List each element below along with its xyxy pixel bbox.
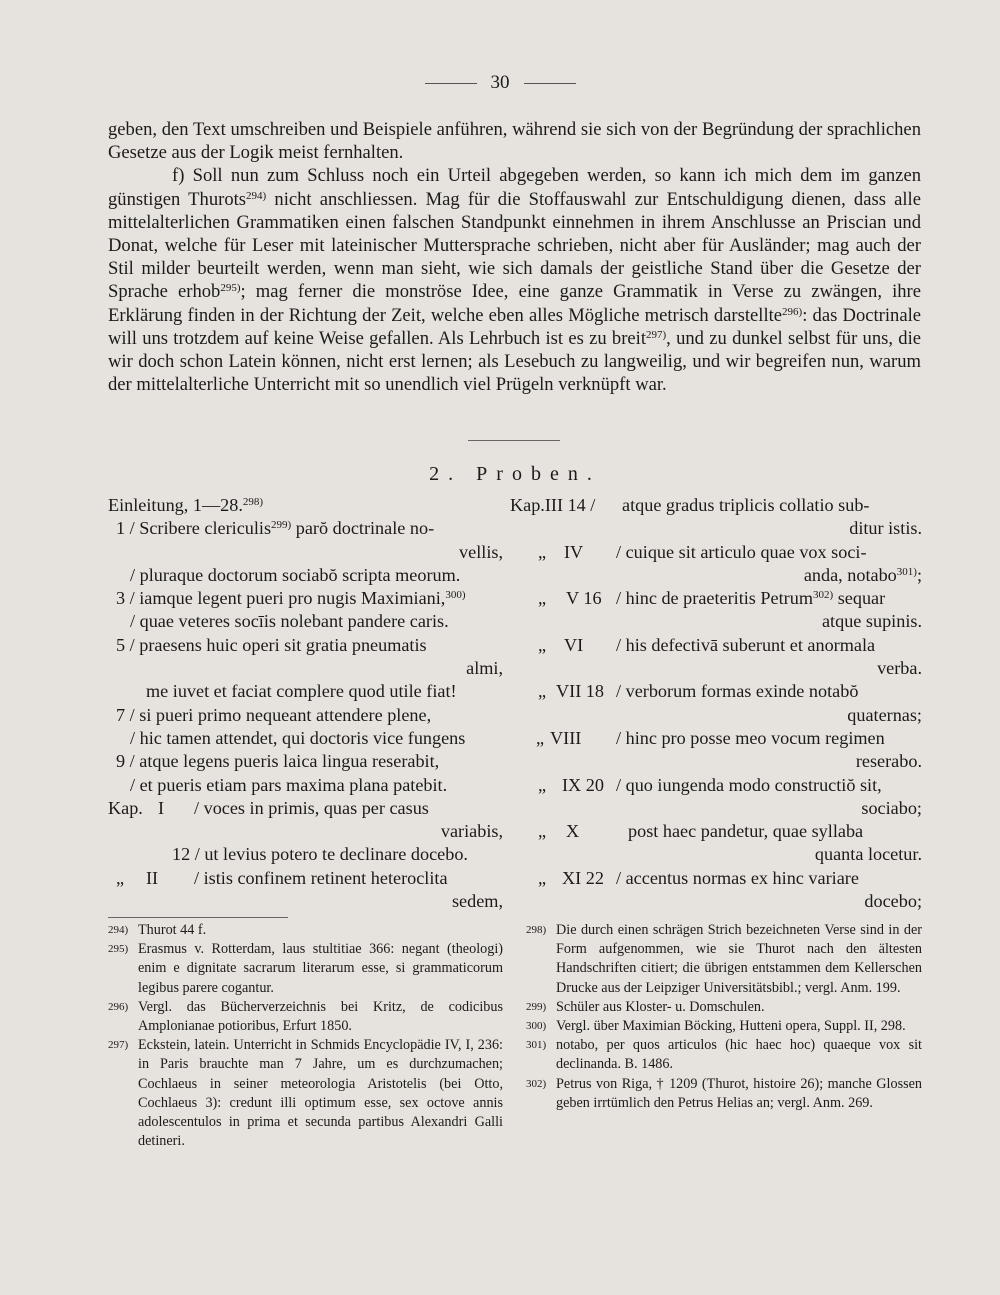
verse-line [108, 890, 503, 913]
verse-line [510, 797, 922, 820]
verse-continuation: sociabo; [861, 797, 922, 818]
verse-line [510, 750, 922, 773]
verse-text: / his defectivā suberunt et anormala [616, 634, 876, 655]
verse-column-right [510, 494, 922, 913]
verse-line [108, 517, 503, 540]
ditto-mark: „ [538, 821, 547, 842]
verse-text: / et pueris etiam pars maxima plana patebit. [130, 774, 448, 795]
verse-text: / verborum formas exinde notabŏ [616, 681, 859, 702]
footnote-ref-295: 295) [220, 282, 241, 295]
verse-text: / hinc pro posse meo vocum regimen [616, 727, 885, 748]
chapter-number: I [158, 797, 165, 818]
verse-continuation: ditur istis. [849, 518, 922, 539]
verse-line [510, 587, 922, 610]
verse-text: post haec pandetur, quae syllaba [628, 821, 864, 842]
verse-line [510, 774, 922, 797]
verse-line [510, 610, 922, 633]
footnote-rule [108, 917, 288, 918]
chapter-number: IX 20 [562, 774, 604, 795]
chapter-number: VI [564, 634, 584, 655]
ditto-mark: „ [116, 867, 125, 888]
verse-text: 7 / si pueri primo nequeant attendere plene, [116, 704, 432, 725]
verse-text: parŏ doctrinale no- [291, 518, 435, 539]
verse-line [108, 750, 503, 773]
footnotes-right [526, 921, 922, 1113]
verse-line [510, 843, 922, 866]
verse-line [510, 727, 922, 750]
chapter-label: Kap. [108, 797, 143, 818]
verse-line [108, 657, 503, 680]
footnote-text: notabo, per quos articulos (hic haec hoc) quaeque vox sit declinanda. B. 1486. [556, 1037, 922, 1073]
chapter-number: XI 22 [562, 867, 604, 888]
footnote [526, 1017, 922, 1036]
verse-line [108, 843, 503, 866]
ditto-mark: „ [538, 681, 547, 702]
verse-continuation: anda, notabo [803, 564, 897, 585]
verse-text: / istis confinem retinent heteroclita [194, 867, 448, 888]
chapter-number: IV [564, 541, 584, 562]
verse-continuation: ; [916, 564, 922, 585]
verse-line [510, 657, 922, 680]
footnote [108, 921, 503, 940]
verse-text: / cuique sit articulo quae vox soci- [616, 541, 867, 562]
verse-line [510, 680, 922, 703]
ditto-mark: „ [538, 541, 547, 562]
footnote-number: 294) [108, 924, 129, 936]
section-divider [468, 440, 560, 441]
footnote [526, 1036, 922, 1074]
verse-text: / quae veteres socīis nolebant pandere caris. [130, 611, 449, 632]
verse-line [108, 634, 503, 657]
verse-text: sequar [833, 588, 886, 609]
verse-text: 12 / ut levius potero te declinare docebo. [172, 844, 468, 865]
paragraph-2-part-e: , und zu dunkel selbst für uns, die wir doch schon Latein können, nicht erst lernen; als Lesebuch zu langweilig, und wir begreifen nun, warum der mittelalterliche Unterricht mit so unendlich viel Prügeln verknüpft war. [108, 327, 921, 396]
footnote [526, 921, 922, 998]
body-text [108, 118, 921, 396]
verse-line [510, 541, 922, 564]
footnote-number: 295) [108, 943, 129, 956]
verse-line [510, 517, 922, 540]
header-rule-right [524, 83, 576, 84]
footnote-ref-301: 301) [896, 565, 917, 578]
verse-continuation: verba. [877, 658, 922, 679]
footnote [108, 940, 503, 998]
verse-text: 9 / atque legens pueris laica lingua reserabit, [116, 751, 440, 772]
verse-line [108, 587, 503, 610]
footnote-ref-298: 298) [242, 496, 264, 508]
ditto-mark: „ [538, 634, 547, 655]
footnote-ref-299: 299) [271, 519, 292, 532]
verse-line [108, 820, 503, 843]
verse-continuation: almi, [466, 658, 503, 679]
footnotes-left [108, 921, 503, 1151]
ditto-mark: „ [538, 867, 547, 888]
verse-line [510, 890, 922, 913]
verse-text: / pluraque doctorum sociabŏ scripta meorum. [130, 564, 461, 585]
verse-text: atque gradus triplicis collatio sub- [622, 495, 870, 515]
chapter-number: VII 18 [556, 681, 604, 702]
verse-line [510, 564, 922, 587]
verse-text: 1 / Scribere clericulis [116, 518, 272, 539]
verse-line [108, 867, 503, 890]
verse-line [108, 610, 503, 633]
verse-continuation: reserabo. [855, 751, 922, 772]
footnote [108, 998, 503, 1036]
footnote-ref-302: 302) [812, 589, 834, 602]
verse-line [108, 680, 503, 703]
verse-line [510, 704, 922, 727]
verse-continuation: sedem, [451, 891, 503, 912]
verse-column-left [108, 494, 503, 913]
verse-line [108, 797, 503, 820]
footnote-text: Vergl. das Bücherverzeichnis bei Kritz, de codicibus Amplonianae potioribus, Erfurt 1850. [138, 998, 503, 1035]
footnote-text: Petrus von Riga, † 1209 (Thurot, histoire 26); manche Glossen geben irrtümlich den Petrus Helias an; vergl. Anm. 269. [556, 1075, 922, 1111]
verse-line [510, 867, 922, 890]
verse-text: / voces in primis, quas per casus [194, 797, 429, 818]
verse-text: / accentus normas ex hinc variare [616, 867, 859, 888]
verse-line [108, 564, 503, 587]
paragraph-2-part-a: f) Soll nun zum Schluss noch ein Urteil abgegeben werden, so kann ich mich dem im ganzen günstigen Thurots [108, 165, 921, 210]
footnote-number: 301) [526, 1039, 547, 1052]
verse-line [108, 704, 503, 727]
chapter-number: II [146, 867, 159, 888]
verse-text: 3 / iamque legent pueri pro nugis Maximiani, [116, 588, 446, 609]
paragraph-2-part-c: ; mag ferner die monströse Idee, eine ganze Grammatik in Verse zu zwängen, ihre Erklärung finden in der Richtung der Zeit, welche eben alles Mögliche metrisch darstellte [108, 281, 921, 326]
footnote-text: Vergl. über Maximian Böcking, Hutteni opera, Suppl. II, 298. [556, 1018, 906, 1035]
paragraph-1: geben, den Text umschreiben und Beispiele anführen, während sie sich von der Begründung der sprachlichen Gesetze aus der Logik meist fernhalten. [108, 119, 921, 164]
paragraph-2-part-b: nicht anschliessen. Mag für die Stoffauswahl zur Entschuldigung dienen, dass alle mittelalterlichen Grammatiken einen falschen Standpunkt einnehmen in ihrem Anschlusse an Priscian und Donat, welche für Leser mit lateinischer Muttersprache schrieben, nicht aber für Ausländer; mag auch der Stil milder beurteilt werden, wenn man sieht, wie sich damals der geistliche Stand über die Gesetze der Sprache erhob [108, 188, 921, 303]
page-header [0, 72, 1000, 94]
page-number: 30 [490, 72, 510, 93]
footnote-number: 298) [526, 924, 547, 936]
verse-continuation: variabis, [440, 821, 503, 842]
footnote [526, 998, 922, 1017]
verse-line [108, 774, 503, 797]
verse-text: / hic tamen attendet, qui doctoris vice fungens [130, 727, 466, 748]
verse-line [108, 727, 503, 750]
footnote-ref-300: 300) [445, 589, 466, 602]
footnote-text: Schüler aus Kloster- u. Domschulen. [556, 998, 765, 1015]
footnote-ref-297: 297) [646, 328, 667, 341]
footnote-text: Die durch einen schrägen Strich bezeichneten Verse sind in der Form aufgenommen, wie sie Thurot nach den ältesten Handschriften citiert; die übrigen entstammen dem Kellerschen Drucke aus der Leipziger Universitätsbibl.; vergl. Anm. 199. [556, 922, 922, 996]
footnote-ref-296: 296) [782, 305, 803, 318]
footnote-number: 300) [526, 1020, 547, 1033]
footnote-number: 296) [108, 1000, 129, 1013]
ditto-mark: „ [538, 588, 547, 609]
verse-line [108, 541, 503, 564]
header-rule-left [425, 83, 477, 84]
footnote-text: Erasmus v. Rotterdam, laus stultitiae 366: negant (theologi) enim e dignitate sacrarum literarum esse, si grammaticorum legibus parere cogantur. [138, 941, 503, 996]
verse-continuation: atque supinis. [821, 611, 922, 632]
footnote [526, 1075, 922, 1113]
footnote [108, 1036, 503, 1151]
verse-line [510, 634, 922, 657]
chapter-label: Kap.III 14 / [510, 495, 596, 515]
chapter-number: V 16 [566, 588, 602, 609]
verse-continuation: docebo; [864, 891, 922, 912]
verse-text: 5 / praesens huic operi sit gratia pneumatis [116, 634, 427, 655]
verse-continuation: quanta locetur. [814, 844, 922, 865]
section-title: 2. Proben. [429, 463, 601, 485]
paragraph-2-part-d: : das Doctrinale will uns trotzdem auf keine Weise gefallen. Als Lehrbuch ist es zu breit [108, 304, 921, 349]
footnote-text: Thurot 44 f. [138, 922, 207, 938]
verse-line [510, 820, 922, 843]
verse-continuation: quaternas; [847, 704, 922, 725]
verse-text: / quo iungenda modo constructiŏ sit, [616, 774, 882, 795]
verse-heading [108, 494, 503, 517]
footnote-number: 302) [526, 1077, 547, 1090]
verse-text: / hinc de praeteritis Petrum [616, 588, 813, 609]
paragraph-2 [108, 164, 921, 396]
footnote-number: 299) [526, 1000, 547, 1013]
footnote-ref-294: 294) [246, 189, 267, 202]
ditto-mark: „ [536, 727, 545, 748]
verse-text: me iuvet et faciat complere quod utile fiat! [146, 681, 457, 702]
verse-continuation: vellis, [459, 541, 503, 562]
verse-line [510, 494, 922, 517]
ditto-mark: „ [538, 774, 547, 795]
footnote-number: 297) [108, 1039, 129, 1052]
footnote-text: Eckstein, latein. Unterricht in Schmids Encyclopädie IV, I, 236: in Paris brauchte man 7 Jahre, um es durchzumachen; Cochlaeus in seiner meteorologia Aristotelis (bei Otto, Cochlaeus 3): credunt illi optimum esse, sex octove annis adolescentulos in prima et secunda partibus Alexandri Galli detineri. [138, 1037, 503, 1150]
heading-text: Einleitung, 1—28. [108, 495, 243, 515]
chapter-number: VIII [550, 727, 582, 748]
chapter-number: X [566, 821, 580, 842]
